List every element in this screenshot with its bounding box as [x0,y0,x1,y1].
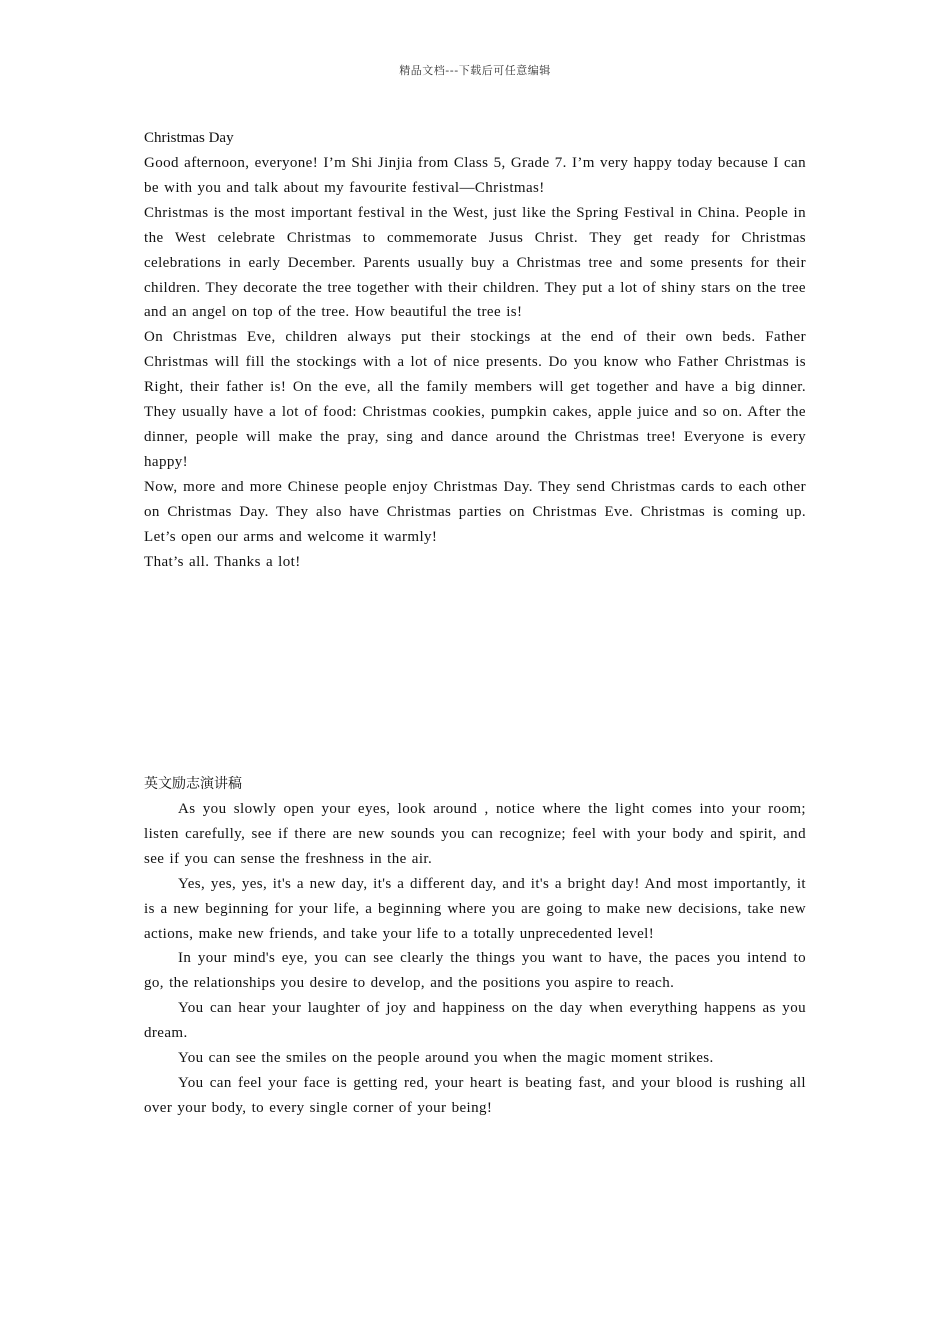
paragraph: You can feel your face is getting red, your heart is beating fast, and your blood is rushing all over your body, to every single corner of your being! [144,1074,806,1116]
paragraph: Christmas is the most important festival in the West, just like the Spring Festival in China. People in the West celebrate Christmas to commemorate Jusus Christ. They get ready for Christmas celebrations in early December. Parents usually buy a Christmas tree and some presents for their children. They decorate the tree together with their children. They put a lot of shiny stars on the tree and an angel on top of the tree. How beautiful the tree is! [144,204,806,321]
paragraph: Now, more and more Chinese people enjoy Christmas Day. They send Christmas cards to each other on Christmas Day. They also have Christmas parties on Christmas Eve. Christmas is coming up. Let’s open our arms and welcome it warmly! [144,478,806,545]
paragraph: On Christmas Eve, children always put their stockings at the end of their own beds. Father Christmas will fill the stockings with a lot of nice presents. Do you know who Father Christmas is Right, their father is! On the eve, all the family members will get together and have a big dinner. They usually have a lot of food: Christmas cookies, pumpkin cakes, apple juice and so on. After the dinner, people will make the pray, sing and dance around the Christmas tree! Everyone is every happy! [144,329,806,470]
paragraph: As you slowly open your eyes, look around , notice where the light comes into your room; listen carefully, see if there are new sounds you can recognize; feel with your body and spirit, and see if you can sense the freshness in the air. [144,801,806,867]
paragraph: Yes, yes, yes, it's a new day, it's a different day, and it's a bright day! And most importantly, it is a new beginning for your life, a beginning where you are going to make new decisions, take new actions, make new friends, and take your life to a totally unprecedented level! [144,875,806,942]
christmas-day-section [144,126,806,574]
paragraph: You can see the smiles on the people around you when the magic moment strikes. [178,1050,714,1067]
section-title: 英文励志演讲稿 [144,776,242,792]
paragraph: In your mind's eye, you can see clearly the things you want to have, the paces you intend to go, the relationships you desire to develop, and the positions you aspire to reach. [144,950,806,992]
inspirational-speech-section [144,772,806,1121]
page-header: 精品文档---下载后可任意编辑 [399,64,551,77]
paragraph: Good afternoon, everyone! I’m Shi Jinjia from Class 5, Grade 7. I’m very happy today because I can be with you and talk about my favourite festival—Christmas! [144,155,806,196]
section-title: Christmas Day [144,130,234,146]
paragraph: That’s all. Thanks a lot! [144,553,301,570]
paragraph: You can hear your laughter of joy and happiness on the day when everything happens as you dream. [144,1000,806,1042]
